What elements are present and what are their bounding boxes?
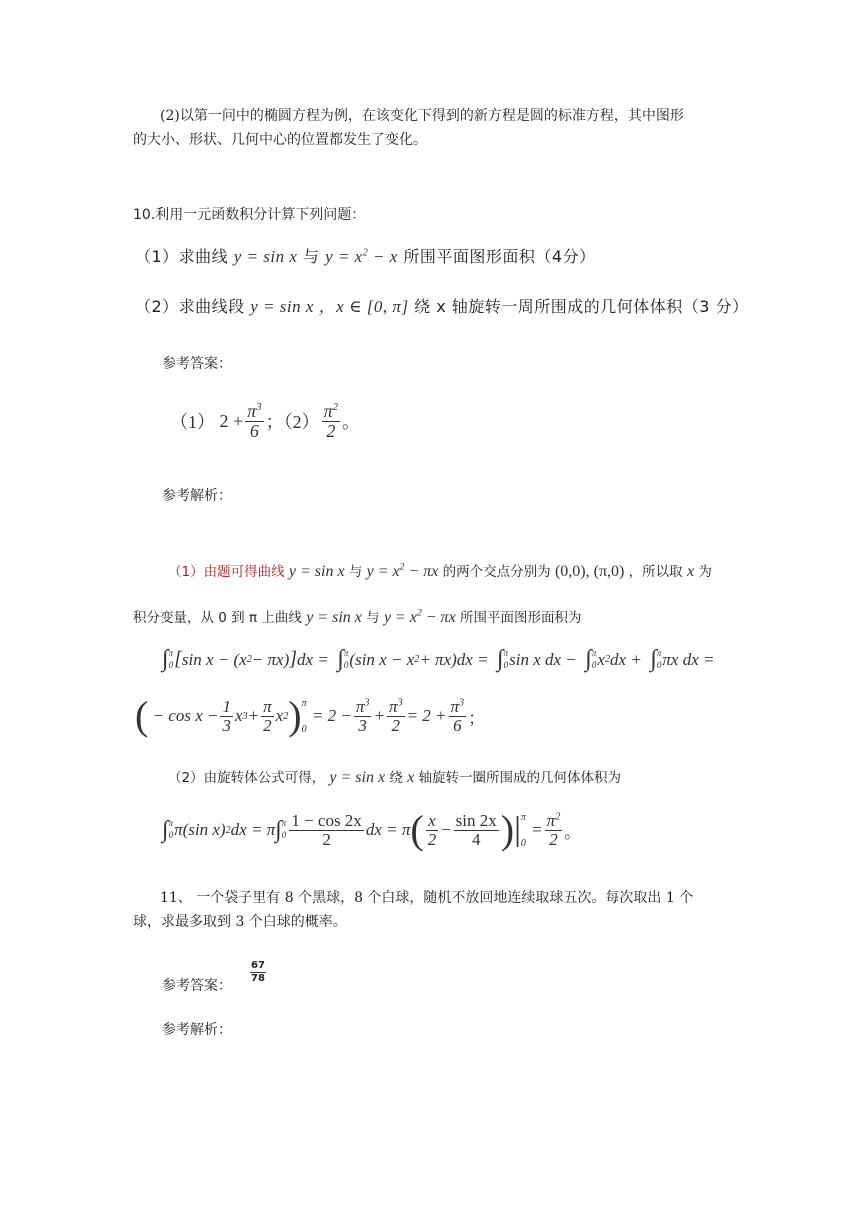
q10-sol1-line1 [168,560,712,581]
q11-answer-label: 参考答案： [162,978,232,994]
q10-answer [170,402,360,441]
q11-line1: 11、 一个袋子里有 8 个黑球，8 个白球，随机不放回地连续取球五次。每次取出 1 个 [160,890,694,906]
q10-sol2-var: x [407,769,415,786]
q10-integral-line1: ∫ π 0 [ sin x − (x 2 − πx) ] dx = ∫ π 0 (sin x − x 2 + πx)dx = ∫ π 0 sin x dx − ∫ π 0 x 2 dx + ∫ π 0 πx dx = [162,646,715,672]
q10-sol2-lead: （2）由旋转体公式可得， [168,770,326,786]
q10-answer-val1: 2 + [215,410,244,431]
q10-integral-line2: ( − cos x − $\frac{1}{3}$ x 3 + $\frac{\pi}{2}$ x 2 ) π 0 = 2 − $\frac{\pi^3}{3}$ + $\frac{\pi^3}{2}$ = 2 + $\frac{\pi^3}{6}$ ； [135,693,486,738]
q10-answer-frac2: $\frac{\pi^2}{2}$ [323,401,339,441]
q10-answer-p1: （1） [170,412,215,433]
q11-line2: 球，求最多取到 3 个白球的概率。 [133,914,347,930]
q10-sol1-line2-eq2: $y = x^2 - \pi x$ [383,607,456,626]
q10-part1 [135,244,596,267]
q9-part2-line2: 的大小、形状、几何中心的位置都发生了变化。 [133,132,427,148]
q10-sol1-line2 [133,606,581,627]
q9-part2-line1: (2)以第一问中的椭圆方程为例，在该变化下得到的新方程是圆的标准方程，其中图形 [160,108,684,124]
q10-sol1-mid3: ，所以取 [628,564,683,580]
q10-title: 10.利用一元函数积分计算下列问题： [133,207,366,223]
q10-part2-suffix: 绕 x 轴旋转一周所围成的几何体体积（3 分） [414,297,749,316]
q10-part2-prefix: （2）求曲线段 [135,297,245,316]
q10-sol2-mid: 绕 [389,770,403,786]
q10-part1-suffix: 所围平面图形面积（4分） [403,247,596,266]
q10-part1-eq2: $y = x^2 - x$ [325,247,398,266]
q10-sol2-line [168,766,621,787]
q10-answer-frac1: $\frac{\pi^3}{6}$ [247,401,262,441]
q10-sol1-line2b: 与 [366,610,380,626]
q10-part2-eq: y = sin x ，x ∈ [0, π] [250,297,409,316]
q10-part2 [135,292,749,317]
q10-part1-mid: 与 [303,247,320,266]
q10-sol1-end: 为 [698,564,712,580]
q11-analysis-label: 参考解析： [162,1022,232,1038]
q10-sol1-points: (0,0), (π,0) [554,563,625,580]
q11-answer-num: 67 [251,960,265,971]
q11-answer-den: 78 [251,972,265,984]
q10-part1-prefix: （1）求曲线 [135,247,229,266]
q10-sol1-eq1: y = sin x [288,563,345,580]
q10-answer-sep: ；（2） [265,412,320,433]
q10-sol1-line2a: 积分变量，从 0 到 π 上曲线 [133,610,302,626]
q10-answer-label: 参考答案： [162,356,232,372]
q11-answer-fraction [250,960,266,984]
q10-sol1-var: x [686,563,695,580]
q10-answer-end: 。 [342,412,361,433]
q10-sol2-end: 轴旋转一圈所围成的几何体体积为 [418,770,622,786]
q10-sol1-eq2: $y = x^2 - \pi x$ [366,561,439,580]
q10-part1-eq1: y = sin x [233,247,298,266]
q10-analysis-label: 参考解析： [162,488,232,504]
q10-sol1-lead: （1）由题可得曲线 [168,564,285,580]
q10-sol1-mid1: 与 [348,564,363,580]
q10-sol1-mid2: 的两个交点分别为 [442,564,551,580]
q10-sol1-line2c: 所围平面图形面积为 [459,610,582,626]
q10-sol1-line2-eq1: y = sin x [306,609,362,626]
q10-sol2-eq: y = sin x [329,769,386,786]
q10-volume-integral: ∫ π 0 π(sin x) 2 dx = π ∫ π 0 $\frac{1 - \cos 2x}{2}$ dx = π ( $\frac{x}{2}$ − $\frac{\sin 2x}{4}$ ) | π 0 = $\frac{\pi^2}{2}$ 。 [162,807,582,852]
